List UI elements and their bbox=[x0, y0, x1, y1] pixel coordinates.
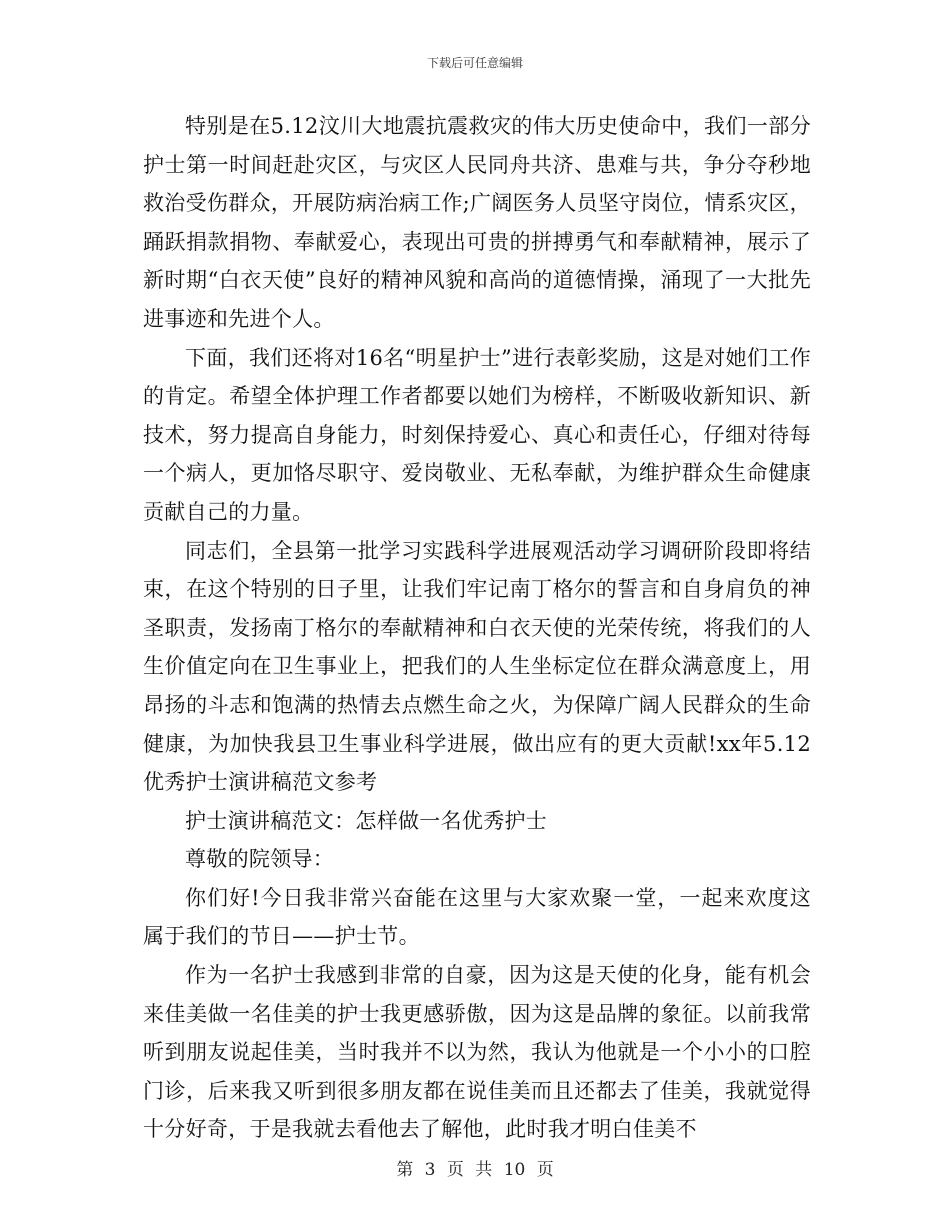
paragraph: 作为一名护士我感到非常的自豪，因为这是天使的化身，能有机会来佳美做一名佳美的护士我更感骄傲，因为这是品牌的象征。以前我常听到朋友说起佳美，当时我并不以为然，我认为他就是一个小小的口腔门诊，后来我又听到很多朋友都在说佳美而且还都去了佳美，我就觉得十分好奇，于是我就去看他去了解他，此时我才明白佳美不 bbox=[143, 963, 811, 1142]
document-body bbox=[143, 107, 811, 1149]
paragraph: 同志们，全县第一批学习实践科学进展观活动学习调研阶段即将结束，在这个特别的日子里，让我们牢记南丁格尔的誓言和自身肩负的神圣职责，发扬南丁格尔的奉献精神和白衣天使的光荣传统，将我们的人生价值定向在卫生事业上，把我们的人生坐标定位在群众满意度上，用昂扬的斗志和饱满的热情去点燃生命之火，为保障广阔人民群众的生命健康，为加快我县卫生事业科学进展，做出应有的更大贡献!xx年5.12优秀护士演讲稿范文参考 bbox=[143, 538, 811, 795]
salutation: 尊敬的院领导： bbox=[185, 847, 335, 872]
paragraph: 你们好!今日我非常兴奋能在这里与大家欢聚一堂，一起来欢度这属于我们的节日——护士节。 bbox=[143, 885, 811, 949]
page-header-note: 下载后可任意编辑 bbox=[426, 56, 523, 70]
page-number: 第 3 页 共 10 页 bbox=[396, 1160, 554, 1180]
speech-title: 护士演讲稿范文：怎样做一名优秀护士 bbox=[185, 808, 548, 833]
paragraph: 特别是在5.12汶川大地震抗震救灾的伟大历史使命中，我们一部分护士第一时间赶赴灾区，与灾区人民同舟共济、患难与共，争分夺秒地救治受伤群众，开展防病治病工作;广阔医务人员坚守岗位，情系灾区，踊跃捐款捐物、奉献爱心，表现出可贵的拼搏勇气和奉献精神，展示了新时期“白衣天使”良好的精神风貌和高尚的道德情操，涌现了一大批先进事迹和先进个人。 bbox=[143, 114, 811, 331]
paragraph: 下面，我们还将对16名“明星护士”进行表彰奖励，这是对她们工作的肯定。希望全体护理工作者都要以她们为榜样，不断吸收新知识、新技术，努力提高自身能力，时刻保持爱心、真心和责任心，仔细对待每一个病人，更加恪尽职守、爱岗敬业、无私奉献，为维护群众生命健康贡献自己的力量。 bbox=[143, 345, 811, 524]
